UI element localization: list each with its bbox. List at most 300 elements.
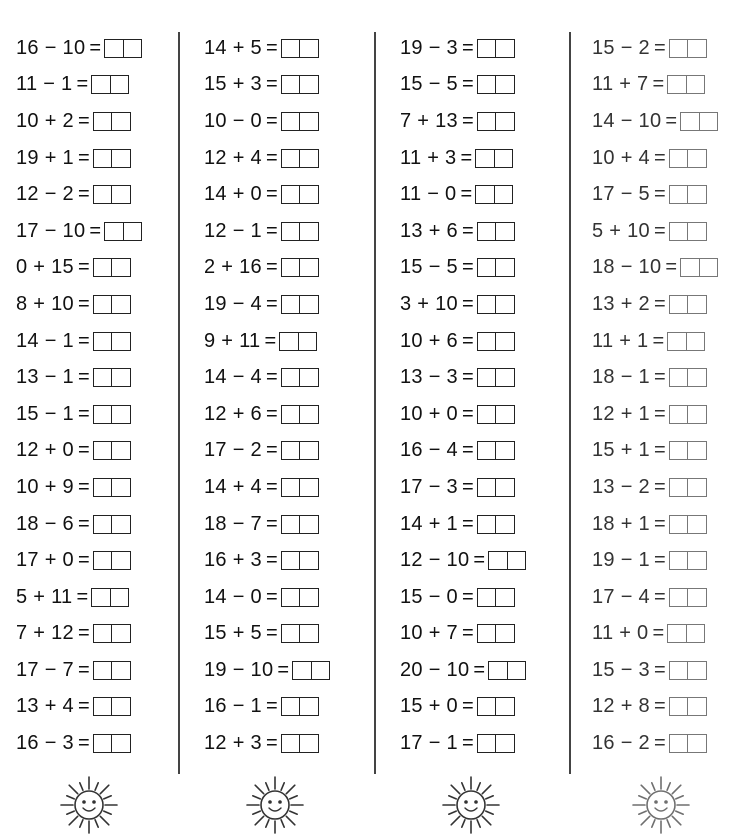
answer-box[interactable] <box>477 478 515 497</box>
answer-digit-cell[interactable] <box>478 442 496 459</box>
answer-digit-cell[interactable] <box>94 186 112 203</box>
answer-digit-cell[interactable] <box>299 76 318 93</box>
answer-box[interactable] <box>477 368 515 387</box>
problem-expression: 16 − 10 <box>16 36 86 59</box>
answer-box[interactable] <box>281 588 319 607</box>
answer-digit-cell[interactable] <box>280 333 298 350</box>
answer-digit-cell[interactable] <box>299 479 318 496</box>
answer-box[interactable] <box>93 112 131 131</box>
answer-box[interactable] <box>93 185 131 204</box>
answer-box[interactable] <box>104 39 142 58</box>
answer-digit-cell[interactable] <box>699 113 718 130</box>
answer-digit-cell[interactable] <box>478 698 496 715</box>
answer-box[interactable] <box>477 75 515 94</box>
answer-digit-cell[interactable] <box>282 589 300 606</box>
answer-digit-cell[interactable] <box>687 369 706 386</box>
problem-expression: 5 + 10 <box>592 219 650 242</box>
answer-digit-cell[interactable] <box>670 406 688 423</box>
answer-digit-cell[interactable] <box>478 589 496 606</box>
problem-expression: 13 + 6 <box>400 219 458 242</box>
problem-row <box>400 359 526 396</box>
answer-box[interactable] <box>93 368 131 387</box>
answer-digit-cell[interactable] <box>282 442 300 459</box>
answer-digit-cell[interactable] <box>94 698 112 715</box>
answer-digit-cell[interactable] <box>681 259 699 276</box>
answer-digit-cell[interactable] <box>282 223 300 240</box>
answer-digit-cell[interactable] <box>94 662 112 679</box>
answer-digit-cell[interactable] <box>670 223 688 240</box>
answer-box[interactable] <box>669 734 707 753</box>
answer-digit-cell[interactable] <box>111 625 130 642</box>
answer-digit-cell[interactable] <box>687 186 706 203</box>
answer-digit-cell[interactable] <box>670 296 688 313</box>
answer-box[interactable] <box>281 697 319 716</box>
answer-digit-cell[interactable] <box>668 333 686 350</box>
answer-box[interactable] <box>281 39 319 58</box>
answer-box[interactable] <box>669 368 707 387</box>
problem-row <box>400 30 526 67</box>
answer-digit-cell[interactable] <box>299 40 318 57</box>
answer-box[interactable] <box>281 368 319 387</box>
equals-sign: = <box>653 402 666 425</box>
answer-digit-cell[interactable] <box>478 259 496 276</box>
answer-digit-cell[interactable] <box>94 369 112 386</box>
answer-box[interactable] <box>477 112 515 131</box>
answer-digit-cell[interactable] <box>478 479 496 496</box>
answer-box[interactable] <box>477 515 515 534</box>
answer-digit-cell[interactable] <box>476 150 494 167</box>
answer-box[interactable] <box>279 332 317 351</box>
problem-expression: 19 − 4 <box>204 292 262 315</box>
answer-digit-cell[interactable] <box>687 406 706 423</box>
answer-digit-cell[interactable] <box>495 479 514 496</box>
answer-digit-cell[interactable] <box>299 442 318 459</box>
problem-row <box>204 140 330 177</box>
answer-box[interactable] <box>475 185 513 204</box>
answer-digit-cell[interactable] <box>687 698 706 715</box>
answer-box[interactable] <box>669 478 707 497</box>
answer-digit-cell[interactable] <box>94 552 112 569</box>
answer-digit-cell[interactable] <box>111 552 130 569</box>
answer-box[interactable] <box>93 734 131 753</box>
answer-digit-cell[interactable] <box>123 40 142 57</box>
answer-digit-cell[interactable] <box>686 333 705 350</box>
answer-digit-cell[interactable] <box>92 76 110 93</box>
problem-column-2 <box>204 30 330 762</box>
answer-digit-cell[interactable] <box>111 296 130 313</box>
answer-digit-cell[interactable] <box>476 186 494 203</box>
equals-sign: = <box>461 585 474 608</box>
answer-digit-cell[interactable] <box>478 40 496 57</box>
answer-digit-cell[interactable] <box>670 186 688 203</box>
answer-digit-cell[interactable] <box>507 552 526 569</box>
answer-box[interactable] <box>475 149 513 168</box>
problem-expression: 12 − 10 <box>400 549 470 572</box>
problem-row <box>204 67 330 104</box>
answer-digit-cell[interactable] <box>687 662 706 679</box>
problem-row <box>16 542 142 579</box>
problem-expression: 17 − 5 <box>592 183 650 206</box>
answer-digit-cell[interactable] <box>299 406 318 423</box>
problem-expression: 8 + 10 <box>16 292 74 315</box>
answer-box[interactable] <box>669 441 707 460</box>
answer-box[interactable] <box>488 551 526 570</box>
problem-row <box>592 359 718 396</box>
answer-digit-cell[interactable] <box>478 223 496 240</box>
answer-digit-cell[interactable] <box>282 516 300 533</box>
answer-digit-cell[interactable] <box>687 735 706 752</box>
answer-box[interactable] <box>669 405 707 424</box>
problem-expression: 12 − 2 <box>16 183 74 206</box>
answer-box[interactable] <box>477 405 515 424</box>
equals-sign: = <box>265 73 278 96</box>
answer-digit-cell[interactable] <box>299 296 318 313</box>
equals-sign: = <box>265 146 278 169</box>
answer-digit-cell[interactable] <box>478 625 496 642</box>
problem-row <box>16 506 142 543</box>
answer-digit-cell[interactable] <box>686 76 705 93</box>
answer-box[interactable] <box>281 295 319 314</box>
equals-sign: = <box>665 256 678 279</box>
answer-digit-cell[interactable] <box>670 150 688 167</box>
answer-box[interactable] <box>93 697 131 716</box>
answer-digit-cell[interactable] <box>495 40 514 57</box>
answer-digit-cell[interactable] <box>670 589 688 606</box>
answer-digit-cell[interactable] <box>111 369 130 386</box>
answer-digit-cell[interactable] <box>489 662 507 679</box>
answer-box[interactable] <box>669 588 707 607</box>
answer-digit-cell[interactable] <box>670 40 688 57</box>
answer-box[interactable] <box>281 258 319 277</box>
problem-row <box>592 506 718 543</box>
answer-box[interactable] <box>93 624 131 643</box>
answer-box[interactable] <box>281 112 319 131</box>
equals-sign: = <box>461 402 474 425</box>
answer-digit-cell[interactable] <box>299 259 318 276</box>
answer-digit-cell[interactable] <box>111 479 130 496</box>
answer-digit-cell[interactable] <box>92 589 110 606</box>
answer-digit-cell[interactable] <box>478 296 496 313</box>
answer-digit-cell[interactable] <box>111 333 130 350</box>
answer-box[interactable] <box>669 295 707 314</box>
answer-box[interactable] <box>667 624 705 643</box>
answer-digit-cell[interactable] <box>293 662 311 679</box>
answer-digit-cell[interactable] <box>111 442 130 459</box>
answer-digit-cell[interactable] <box>282 113 300 130</box>
answer-box[interactable] <box>93 515 131 534</box>
answer-digit-cell[interactable] <box>668 625 686 642</box>
problem-expression: 15 + 0 <box>400 695 458 718</box>
answer-digit-cell[interactable] <box>111 113 130 130</box>
answer-box[interactable] <box>667 75 705 94</box>
problem-row <box>204 725 330 762</box>
answer-digit-cell[interactable] <box>699 259 718 276</box>
problem-row <box>400 725 526 762</box>
equals-sign: = <box>653 439 666 462</box>
answer-digit-cell[interactable] <box>94 516 112 533</box>
equals-sign: = <box>461 439 474 462</box>
answer-digit-cell[interactable] <box>282 369 300 386</box>
answer-box[interactable] <box>292 661 330 680</box>
problem-row <box>16 469 142 506</box>
equals-sign: = <box>461 329 474 352</box>
answer-digit-cell[interactable] <box>299 150 318 167</box>
answer-digit-cell[interactable] <box>687 552 706 569</box>
answer-digit-cell[interactable] <box>670 479 688 496</box>
answer-digit-cell[interactable] <box>299 369 318 386</box>
problem-row <box>400 286 526 323</box>
problem-row <box>204 542 330 579</box>
answer-digit-cell[interactable] <box>111 516 130 533</box>
answer-box[interactable] <box>281 734 319 753</box>
answer-digit-cell[interactable] <box>111 186 130 203</box>
answer-digit-cell[interactable] <box>495 333 514 350</box>
answer-digit-cell[interactable] <box>681 113 699 130</box>
answer-digit-cell[interactable] <box>489 552 507 569</box>
problem-expression: 13 + 4 <box>16 695 74 718</box>
answer-box[interactable] <box>281 75 319 94</box>
answer-digit-cell[interactable] <box>110 76 129 93</box>
answer-box[interactable] <box>669 222 707 241</box>
answer-box[interactable] <box>669 551 707 570</box>
answer-box[interactable] <box>91 588 129 607</box>
answer-digit-cell[interactable] <box>299 516 318 533</box>
answer-digit-cell[interactable] <box>495 76 514 93</box>
answer-box[interactable] <box>669 149 707 168</box>
answer-digit-cell[interactable] <box>495 625 514 642</box>
problem-row <box>400 176 526 213</box>
answer-digit-cell[interactable] <box>495 369 514 386</box>
equals-sign: = <box>76 585 89 608</box>
answer-digit-cell[interactable] <box>478 369 496 386</box>
problem-expression: 14 + 5 <box>204 36 262 59</box>
answer-digit-cell[interactable] <box>495 113 514 130</box>
answer-digit-cell[interactable] <box>478 333 496 350</box>
answer-box[interactable] <box>669 515 707 534</box>
answer-digit-cell[interactable] <box>507 662 526 679</box>
answer-digit-cell[interactable] <box>670 552 688 569</box>
problem-row <box>592 140 718 177</box>
answer-box[interactable] <box>477 734 515 753</box>
answer-digit-cell[interactable] <box>494 186 513 203</box>
equals-sign: = <box>77 475 90 498</box>
answer-digit-cell[interactable] <box>94 735 112 752</box>
answer-box[interactable] <box>93 295 131 314</box>
answer-digit-cell[interactable] <box>670 698 688 715</box>
answer-digit-cell[interactable] <box>668 76 686 93</box>
equals-sign: = <box>461 622 474 645</box>
answer-digit-cell[interactable] <box>686 625 705 642</box>
answer-digit-cell[interactable] <box>282 76 300 93</box>
answer-box[interactable] <box>488 661 526 680</box>
answer-box[interactable] <box>281 441 319 460</box>
equals-sign: = <box>77 329 90 352</box>
answer-digit-cell[interactable] <box>687 589 706 606</box>
answer-digit-cell[interactable] <box>299 589 318 606</box>
answer-box[interactable] <box>281 405 319 424</box>
answer-digit-cell[interactable] <box>282 40 300 57</box>
answer-digit-cell[interactable] <box>94 442 112 459</box>
answer-digit-cell[interactable] <box>282 296 300 313</box>
answer-digit-cell[interactable] <box>687 442 706 459</box>
problem-expression: 15 + 1 <box>592 439 650 462</box>
answer-digit-cell[interactable] <box>670 516 688 533</box>
problem-expression: 3 + 10 <box>400 292 458 315</box>
answer-digit-cell[interactable] <box>282 259 300 276</box>
answer-digit-cell[interactable] <box>94 113 112 130</box>
answer-digit-cell[interactable] <box>299 223 318 240</box>
answer-box[interactable] <box>669 39 707 58</box>
answer-digit-cell[interactable] <box>495 223 514 240</box>
answer-digit-cell[interactable] <box>495 406 514 423</box>
answer-box[interactable] <box>281 185 319 204</box>
answer-box[interactable] <box>477 441 515 460</box>
answer-digit-cell[interactable] <box>94 479 112 496</box>
answer-digit-cell[interactable] <box>94 625 112 642</box>
answer-box[interactable] <box>93 441 131 460</box>
answer-digit-cell[interactable] <box>687 150 706 167</box>
problem-expression: 16 − 4 <box>400 439 458 462</box>
answer-digit-cell[interactable] <box>495 296 514 313</box>
answer-digit-cell[interactable] <box>94 333 112 350</box>
column-divider <box>178 32 180 774</box>
answer-box[interactable] <box>93 332 131 351</box>
answer-digit-cell[interactable] <box>105 40 123 57</box>
answer-box[interactable] <box>669 697 707 716</box>
answer-digit-cell[interactable] <box>670 442 688 459</box>
answer-box[interactable] <box>93 478 131 497</box>
answer-digit-cell[interactable] <box>670 662 688 679</box>
answer-digit-cell[interactable] <box>282 479 300 496</box>
answer-digit-cell[interactable] <box>111 698 130 715</box>
answer-digit-cell[interactable] <box>111 259 130 276</box>
answer-digit-cell[interactable] <box>94 406 112 423</box>
answer-box[interactable] <box>281 551 319 570</box>
answer-digit-cell[interactable] <box>111 735 130 752</box>
answer-digit-cell[interactable] <box>495 698 514 715</box>
equals-sign: = <box>652 622 665 645</box>
answer-digit-cell[interactable] <box>94 150 112 167</box>
problem-expression: 7 + 13 <box>400 109 458 132</box>
answer-digit-cell[interactable] <box>670 735 688 752</box>
answer-digit-cell[interactable] <box>299 113 318 130</box>
answer-digit-cell[interactable] <box>111 662 130 679</box>
answer-digit-cell[interactable] <box>495 735 514 752</box>
answer-digit-cell[interactable] <box>282 406 300 423</box>
answer-box[interactable] <box>680 258 718 277</box>
answer-digit-cell[interactable] <box>282 552 300 569</box>
answer-box[interactable] <box>477 332 515 351</box>
answer-box[interactable] <box>281 222 319 241</box>
problem-expression: 11 + 0 <box>592 622 649 645</box>
answer-digit-cell[interactable] <box>299 698 318 715</box>
answer-digit-cell[interactable] <box>495 259 514 276</box>
answer-digit-cell[interactable] <box>687 40 706 57</box>
problem-row <box>16 213 142 250</box>
answer-box[interactable] <box>477 624 515 643</box>
answer-box[interactable] <box>477 222 515 241</box>
problem-expression: 12 + 1 <box>592 402 650 425</box>
answer-box[interactable] <box>281 515 319 534</box>
answer-digit-cell[interactable] <box>105 223 123 240</box>
problem-expression: 11 + 7 <box>592 73 649 96</box>
problem-expression: 13 − 2 <box>592 475 650 498</box>
answer-digit-cell[interactable] <box>123 223 142 240</box>
answer-box[interactable] <box>93 661 131 680</box>
answer-digit-cell[interactable] <box>282 735 300 752</box>
answer-digit-cell[interactable] <box>298 333 317 350</box>
answer-digit-cell[interactable] <box>111 150 130 167</box>
answer-digit-cell[interactable] <box>311 662 330 679</box>
answer-box[interactable] <box>680 112 718 131</box>
answer-digit-cell[interactable] <box>478 406 496 423</box>
answer-digit-cell[interactable] <box>94 259 112 276</box>
answer-digit-cell[interactable] <box>495 589 514 606</box>
problem-column-4 <box>592 30 718 762</box>
answer-box[interactable] <box>93 149 131 168</box>
answer-digit-cell[interactable] <box>299 625 318 642</box>
answer-digit-cell[interactable] <box>478 735 496 752</box>
answer-box[interactable] <box>669 185 707 204</box>
answer-box[interactable] <box>669 661 707 680</box>
answer-digit-cell[interactable] <box>495 516 514 533</box>
answer-digit-cell[interactable] <box>478 76 496 93</box>
problem-column-3 <box>400 30 526 762</box>
answer-digit-cell[interactable] <box>494 150 513 167</box>
answer-digit-cell[interactable] <box>670 369 688 386</box>
answer-digit-cell[interactable] <box>111 406 130 423</box>
answer-box[interactable] <box>93 405 131 424</box>
answer-box[interactable] <box>477 258 515 277</box>
answer-digit-cell[interactable] <box>282 150 300 167</box>
answer-digit-cell[interactable] <box>478 516 496 533</box>
answer-digit-cell[interactable] <box>495 442 514 459</box>
answer-digit-cell[interactable] <box>110 589 129 606</box>
answer-box[interactable] <box>281 478 319 497</box>
problem-expression: 20 − 10 <box>400 658 470 681</box>
answer-digit-cell[interactable] <box>687 516 706 533</box>
answer-digit-cell[interactable] <box>94 296 112 313</box>
answer-digit-cell[interactable] <box>687 479 706 496</box>
equals-sign: = <box>653 732 666 755</box>
answer-box[interactable] <box>667 332 705 351</box>
answer-box[interactable] <box>91 75 129 94</box>
answer-digit-cell[interactable] <box>282 625 300 642</box>
answer-box[interactable] <box>477 295 515 314</box>
answer-box[interactable] <box>281 624 319 643</box>
problem-row <box>204 213 330 250</box>
problem-expression: 17 − 2 <box>204 439 262 462</box>
answer-digit-cell[interactable] <box>282 698 300 715</box>
answer-digit-cell[interactable] <box>687 296 706 313</box>
answer-box[interactable] <box>477 39 515 58</box>
answer-digit-cell[interactable] <box>299 552 318 569</box>
answer-box[interactable] <box>93 551 131 570</box>
answer-box[interactable] <box>93 258 131 277</box>
problem-expression: 16 − 2 <box>592 732 650 755</box>
answer-digit-cell[interactable] <box>687 223 706 240</box>
answer-box[interactable] <box>281 149 319 168</box>
answer-box[interactable] <box>477 697 515 716</box>
answer-digit-cell[interactable] <box>478 113 496 130</box>
problem-row <box>592 323 718 360</box>
answer-digit-cell[interactable] <box>299 735 318 752</box>
answer-digit-cell[interactable] <box>282 186 300 203</box>
problem-expression: 12 + 8 <box>592 695 650 718</box>
answer-digit-cell[interactable] <box>299 186 318 203</box>
answer-box[interactable] <box>477 588 515 607</box>
answer-box[interactable] <box>104 222 142 241</box>
